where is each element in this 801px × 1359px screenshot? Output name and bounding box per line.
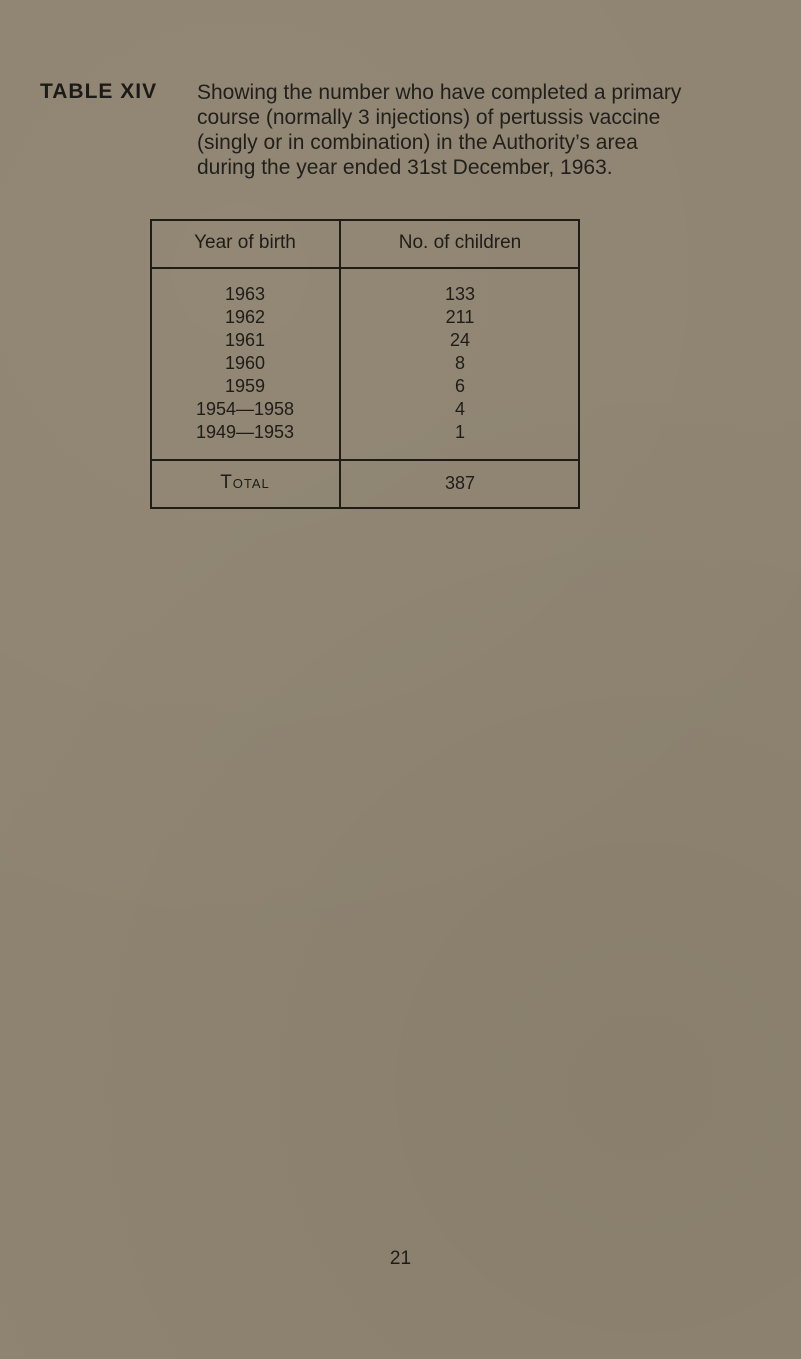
table-row <box>150 306 580 328</box>
table-description <box>197 80 797 180</box>
count-cell: 8 <box>454 353 465 373</box>
count-cell: 6 <box>454 376 465 396</box>
caption-line: (singly or in combination) in the Authority’s area <box>197 131 638 154</box>
total-count: 387 <box>444 473 476 493</box>
table-row <box>150 421 580 443</box>
header-year-of-birth: Year of birth <box>194 232 296 253</box>
caption-line: course (normally 3 injections) of pertussis vaccine <box>197 106 661 129</box>
count-cell: 211 <box>445 307 475 327</box>
table-row <box>150 329 580 351</box>
total-top-rule <box>150 459 580 461</box>
table-row <box>150 375 580 397</box>
total-row <box>150 472 580 494</box>
data-table <box>150 219 580 509</box>
count-cell: 24 <box>449 330 471 350</box>
count-cell: 133 <box>444 284 476 304</box>
header-number-of-children: No. of children <box>398 232 522 253</box>
table-top-rule <box>150 219 580 221</box>
total-label: Total <box>220 472 270 493</box>
year-cell: 1963 <box>224 284 266 304</box>
year-cell: 1949—1953 <box>195 422 295 442</box>
year-cell: 1962 <box>224 307 266 327</box>
caption-line: Showing the number who have completed a primary <box>197 81 682 104</box>
table-bottom-rule <box>150 507 580 509</box>
table-row <box>150 398 580 420</box>
year-cell: 1959 <box>224 376 266 396</box>
table-row <box>150 352 580 374</box>
year-cell: 1954—1958 <box>195 399 295 419</box>
count-cell: 4 <box>454 399 465 419</box>
page-number: 21 <box>389 1248 412 1269</box>
year-cell: 1960 <box>224 353 266 373</box>
year-cell: 1961 <box>224 330 266 350</box>
table-row <box>150 283 580 305</box>
caption-line: during the year ended 31st December, 1963. <box>197 156 613 179</box>
header-bottom-rule <box>150 267 580 269</box>
count-cell: 1 <box>454 422 465 442</box>
table-number-label: TABLE XIV <box>40 80 158 103</box>
